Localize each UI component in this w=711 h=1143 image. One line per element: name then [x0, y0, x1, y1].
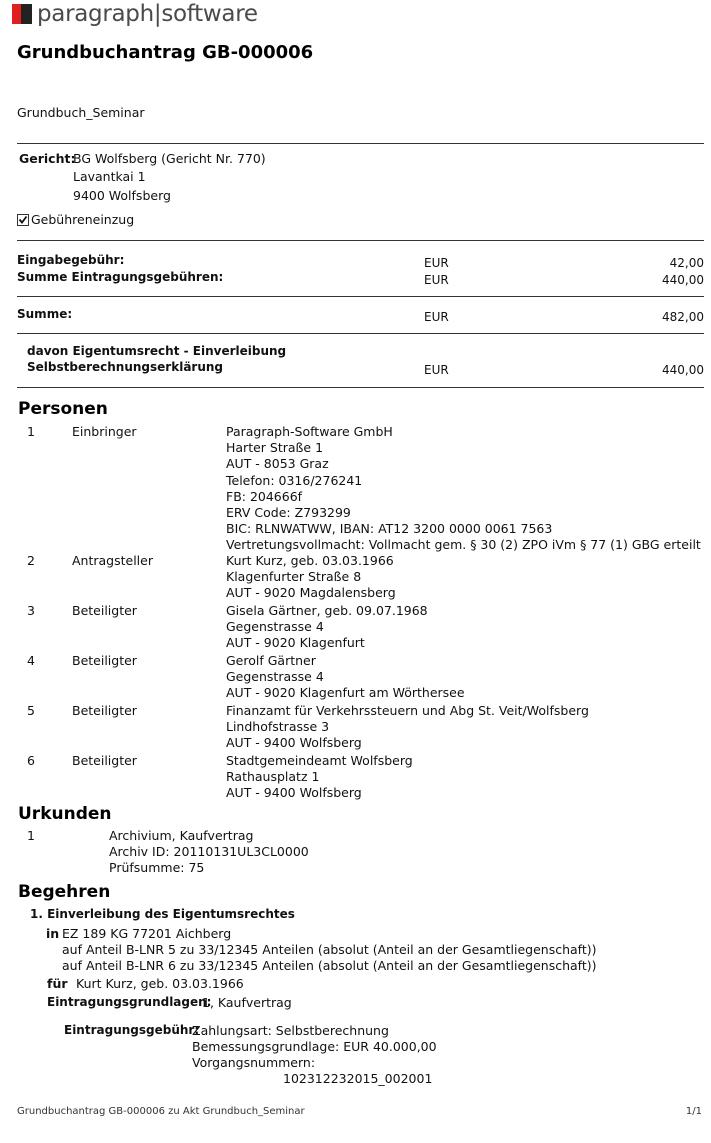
total-label: Summe: — [17, 307, 73, 321]
gericht-label: Gericht: — [19, 151, 76, 166]
document-title: Grundbuchantrag GB-000006 — [17, 42, 314, 63]
grundlagen-value: 1, Kaufvertrag — [202, 995, 292, 1010]
brand-logo-text: paragraph|software — [37, 1, 258, 27]
person-detail-line: Vertretungsvollmacht: Vollmacht gem. § 30 (2) ZPO iVm § 77 (1) GBG erteilt — [226, 537, 701, 553]
urkunden-heading: Urkunden — [18, 804, 112, 824]
personen-heading: Personen — [18, 399, 108, 419]
person-role: Beteiligter — [72, 753, 137, 768]
person-detail-line: FB: 204666f — [226, 488, 303, 504]
begehren-heading: Begehren — [18, 882, 111, 902]
person-nr: 3 — [27, 603, 35, 618]
person-role: Beteiligter — [72, 703, 137, 718]
akt-name: Grundbuch_Seminar — [17, 105, 145, 120]
grundlagen-label: Eintragungsgrundlagen: — [47, 995, 212, 1009]
brand-logo-bar — [21, 4, 32, 24]
davon-amount: 440,00 — [662, 363, 704, 377]
person-detail-line: Harter Straße 1 — [226, 440, 324, 456]
person-detail-line: BIC: RLNWATWW, IBAN: AT12 3200 0000 0061 7563 — [226, 521, 553, 537]
person-nr: 6 — [27, 753, 35, 768]
fee-amount: 440,00 — [662, 273, 704, 287]
begehren-item-title: 1. Einverleibung des Eigentumsrechtes — [30, 907, 295, 921]
person-nr: 1 — [27, 424, 35, 439]
urkunde-line: Archiv ID: 20110131UL3CL0000 — [109, 844, 309, 859]
person-detail-line: Kurt Kurz, geb. 03.03.1966 — [226, 553, 394, 568]
fee-currency: EUR — [424, 273, 449, 287]
anteil-line: auf Anteil B-LNR 5 zu 33/12345 Anteilen (absolut (Anteil an der Gesamtliegenschaft)) — [62, 942, 597, 957]
fuer-label: für — [47, 976, 68, 991]
gericht-street: Lavantkai 1 — [73, 169, 146, 184]
divider — [17, 143, 704, 144]
person-nr: 4 — [27, 653, 35, 668]
fee-label: Eingabegebühr: — [17, 253, 125, 267]
person-detail-line: Lindhofstrasse 3 — [226, 719, 330, 735]
check-icon — [18, 215, 28, 225]
person-detail-line: Gegenstrasse 4 — [226, 669, 324, 685]
fee-label: Summe Eintragungsgebühren: — [17, 270, 224, 284]
footer-page: 1/1 — [685, 1106, 702, 1117]
divider — [17, 240, 704, 241]
person-detail-line: AUT - 9400 Wolfsberg — [226, 735, 362, 751]
person-nr: 5 — [27, 703, 35, 718]
fuer-value: Kurt Kurz, geb. 03.03.1966 — [76, 976, 244, 991]
person-role: Einbringer — [72, 424, 137, 439]
gebuehreneinzug-checkbox[interactable] — [17, 214, 29, 226]
davon-line2: Selbstberechnungserklärung — [27, 360, 224, 374]
gericht-city: 9400 Wolfsberg — [73, 188, 171, 203]
person-detail-line: AUT - 9020 Magdalensberg — [226, 585, 396, 601]
gebuehr-line: Zahlungsart: Selbstberechnung — [192, 1023, 389, 1038]
person-detail-line: Stadtgemeindeamt Wolfsberg — [226, 753, 413, 768]
divider — [17, 296, 704, 297]
person-detail-line: Klagenfurter Straße 8 — [226, 569, 362, 585]
vorgangsnummer: 102312232015_002001 — [283, 1071, 433, 1086]
footer-left: Grundbuchantrag GB-000006 zu Akt Grundbuch_Seminar — [17, 1106, 305, 1117]
fee-currency: EUR — [424, 256, 449, 270]
total-amount: 482,00 — [662, 310, 704, 324]
person-detail-line: AUT - 9020 Klagenfurt am Wörthersee — [226, 685, 465, 701]
davon-currency: EUR — [424, 363, 449, 377]
person-detail-line: Rathausplatz 1 — [226, 769, 320, 785]
divider — [17, 387, 704, 388]
person-role: Beteiligter — [72, 603, 137, 618]
total-currency: EUR — [424, 310, 449, 324]
fee-amount: 42,00 — [669, 256, 704, 270]
person-detail-line: Gegenstrasse 4 — [226, 619, 324, 635]
davon-line1: davon Eigentumsrecht - Einverleibung — [27, 344, 287, 358]
person-role: Antragsteller — [72, 553, 153, 568]
urkunde-nr: 1 — [27, 828, 35, 843]
person-detail-line: Paragraph-Software GmbH — [226, 424, 393, 439]
person-role: Beteiligter — [72, 653, 137, 668]
gebuehr-label: Eintragungsgebühr: — [64, 1023, 200, 1037]
gebuehr-line: Bemessungsgrundlage: EUR 40.000,00 — [192, 1039, 437, 1054]
divider — [17, 333, 704, 334]
person-detail-line: Finanzamt für Verkehrssteuern und Abg St. Veit/Wolfsberg — [226, 703, 589, 718]
in-value: EZ 189 KG 77201 Aichberg — [62, 926, 232, 941]
gebuehr-line: Vorgangsnummern: — [192, 1055, 316, 1070]
person-nr: 2 — [27, 553, 35, 568]
person-detail-line: ERV Code: Z793299 — [226, 505, 351, 520]
person-detail-line: AUT - 9400 Wolfsberg — [226, 785, 362, 801]
person-detail-line: Gisela Gärtner, geb. 09.07.1968 — [226, 603, 428, 618]
person-detail-line: Telefon: 0316/276241 — [226, 472, 363, 488]
person-detail-line: Gerolf Gärtner — [226, 653, 316, 668]
gebuehreneinzug-label: Gebühreneinzug — [31, 212, 135, 227]
urkunde-line: Prüfsumme: 75 — [109, 860, 205, 875]
person-detail-line: AUT - 9020 Klagenfurt — [226, 635, 365, 651]
gericht-name: BG Wolfsberg (Gericht Nr. 770) — [73, 151, 266, 166]
in-label: in — [46, 926, 60, 941]
anteil-line: auf Anteil B-LNR 6 zu 33/12345 Anteilen (absolut (Anteil an der Gesamtliegenschaft)) — [62, 958, 597, 973]
urkunde-line: Archivium, Kaufvertrag — [109, 828, 254, 843]
person-detail-line: AUT - 8053 Graz — [226, 456, 329, 472]
